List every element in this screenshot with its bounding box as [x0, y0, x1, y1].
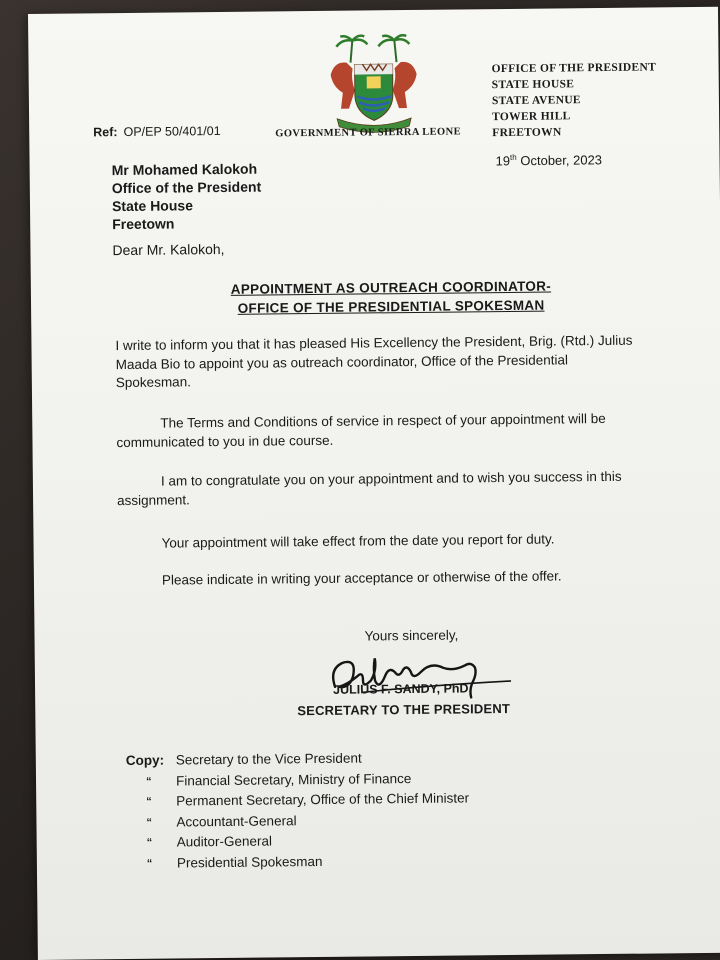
subject-heading	[201, 276, 581, 318]
ditto-mark: “	[146, 836, 153, 849]
paragraph-line: communicated to you in due course.	[116, 432, 334, 450]
address-line: TOWER HILL	[492, 110, 571, 124]
signer-title: SECRETARY TO THE PRESIDENT	[297, 700, 511, 719]
letterhead-address	[492, 59, 657, 141]
copy-label: Copy:	[125, 752, 165, 769]
copy-recipient: Financial Secretary, Ministry of Finance	[175, 770, 412, 788]
salutation: Dear Mr. Kalokoh,	[112, 240, 225, 259]
paragraph-line: Your appointment will take effect from the date you report for duty.	[161, 531, 555, 551]
paragraph-line: Please indicate in writing your acceptance or otherwise of the offer.	[161, 568, 562, 588]
body-paragraph-3	[117, 467, 677, 510]
recipient-line: Freetown	[112, 215, 175, 233]
coat-of-arms-emblem	[318, 34, 429, 135]
ditto-mark: “	[146, 857, 153, 870]
address-line: FREETOWN	[492, 126, 562, 140]
copy-recipient: Permanent Secretary, Office of the Chief Minister	[176, 790, 470, 809]
letter-page	[28, 7, 720, 960]
ditto-mark: “	[146, 816, 153, 829]
reference-number	[93, 124, 221, 139]
closing: Yours sincerely,	[364, 627, 459, 644]
paragraph-line: I write to inform you that it has pleased His Excellency the President, Brig. (Rtd.) Julius	[115, 332, 633, 354]
copy-recipient: Auditor-General	[176, 833, 273, 850]
address-line: OFFICE OF THE PRESIDENT	[491, 61, 657, 76]
subject-line: APPOINTMENT AS OUTREACH COORDINATOR-	[230, 278, 552, 297]
body-paragraph-4	[117, 529, 677, 553]
recipient-line: Mr Mohamed Kalokoh	[111, 160, 258, 179]
paragraph-line: Spokesman.	[115, 374, 191, 391]
subject-line: OFFICE OF THE PRESIDENTIAL SPOKESMAN	[237, 297, 545, 316]
date-rest: October, 2023	[516, 152, 603, 169]
copy-list	[126, 747, 470, 874]
date-day: 19	[495, 153, 511, 169]
recipient-line: State House	[111, 197, 194, 215]
body-paragraph-1	[115, 331, 676, 392]
address-line: STATE AVENUE	[491, 94, 581, 108]
recipient-line: Office of the President	[111, 178, 262, 197]
date-suffix: th	[509, 152, 517, 162]
list-item	[126, 788, 469, 812]
copy-recipient: Accountant-General	[176, 812, 297, 829]
copy-recipient: Secretary to the Vice President	[175, 750, 362, 768]
ditto-mark: “	[145, 775, 152, 788]
recipient-address	[112, 160, 262, 234]
paragraph-line: Maada Bio to appoint you as outreach coordinator, Office of the Presidential	[115, 351, 569, 372]
government-name: GOVERNMENT OF SIERRA LEONE	[275, 126, 462, 140]
letter-date	[495, 152, 602, 168]
paragraph-line: The Terms and Conditions of service in respect of your appointment will be	[160, 410, 606, 431]
reference-value: OP/EP 50/401/01	[123, 123, 221, 140]
paragraph-line: assignment.	[117, 491, 190, 508]
paragraph-line: I am to congratulate you on your appointment and to wish you success in this	[160, 468, 622, 489]
body-paragraph-5	[118, 566, 678, 590]
signer-name: JULIUS F. SANDY, PhD	[333, 681, 469, 697]
ditto-mark: “	[146, 795, 152, 808]
address-line: STATE HOUSE	[491, 78, 575, 92]
body-paragraph-2	[116, 409, 676, 452]
reference-label: Ref:	[93, 125, 118, 140]
copy-recipient: Presidential Spokesman	[176, 853, 323, 870]
list-item	[127, 850, 470, 874]
